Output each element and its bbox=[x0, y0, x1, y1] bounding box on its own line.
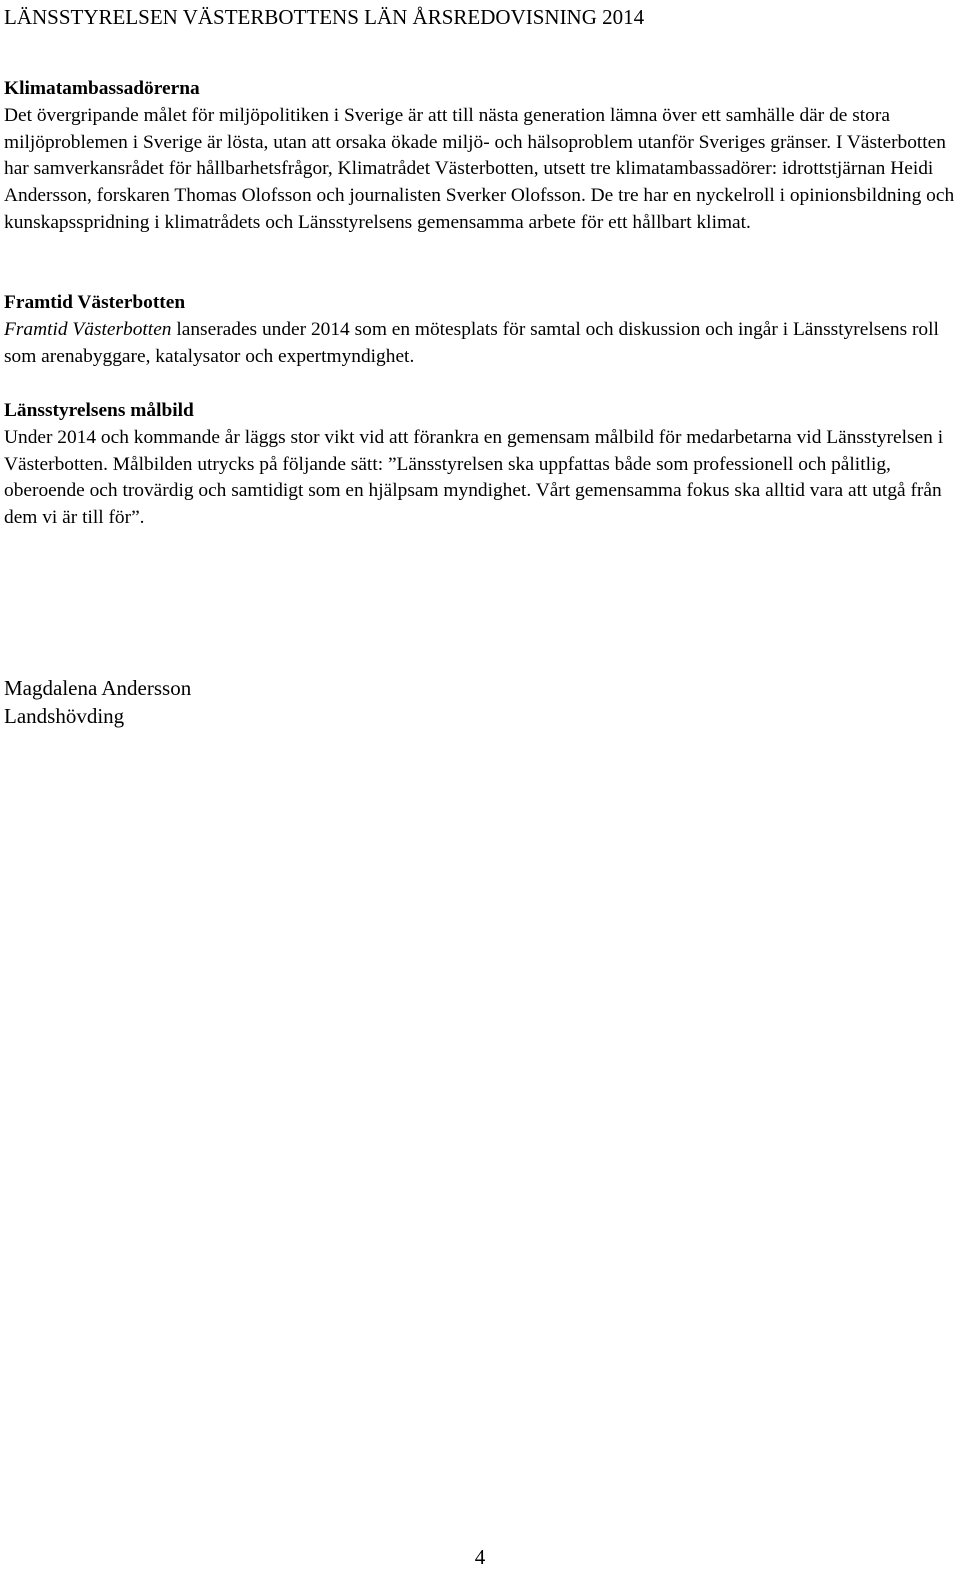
section-heading: Klimatambassadörerna bbox=[4, 78, 200, 99]
section-heading: Länsstyrelsens målbild bbox=[4, 400, 194, 421]
section-klimatambassadorerna bbox=[4, 76, 956, 237]
running-header: LÄNSSTYRELSEN VÄSTERBOTTENS LÄN ÅRSREDOVISNING 2014 bbox=[4, 5, 645, 29]
section-lansstyrelsens-malbild bbox=[4, 398, 956, 532]
italic-title: Framtid Västerbotten bbox=[4, 318, 172, 340]
signature-role: Landshövding bbox=[4, 704, 125, 728]
page-number: 4 bbox=[474, 1545, 486, 1569]
signature-name: Magdalena Andersson bbox=[4, 676, 192, 700]
section-body: Under 2014 och kommande år läggs stor vikt vid att förankra en gemensam målbild för medarbetarna vid Länsstyrelsen i Västerbotten. Målbilden utrycks på följande sätt: ”Länsstyrelsen ska uppfattas både som professionell och pålitlig, oberoende och trovärdig och samtidigt som en hjälpsam myndighet. Vårt gemensamma fokus ska alltid vara att utgå från dem vi är till för”. bbox=[4, 426, 944, 529]
section-body: Det övergripande målet för miljöpolitiken i Sverige är att till nästa generation lämna över ett samhälle där de stora miljöproblemen i Sverige är lösta, utan att orsaka ökade miljö- och hälsoproblem utanför Sveriges gränser. I Västerbotten har samverkansrådet för hållbarhetsfrågor, Klimatrådet Västerbotten, utsett tre klimatambassadörer: idrottstjärnan Heidi Andersson, forskaren Thomas Olofsson och journalisten Sverker Olofsson. De tre har en nyckelroll i opinionsbildning och kunskapsspridning i klimatrådets och Länsstyrelsens gemensamma arbete för ett hållbart klimat. bbox=[4, 104, 955, 233]
section-body-rest: lanserades under 2014 som en mötesplats för samtal och diskussion och ingår i Länsstyrelsens roll som arenabyggare, katalysator och expertmyndighet. bbox=[4, 318, 939, 367]
section-body bbox=[4, 317, 956, 371]
section-framtid-vasterbotten bbox=[4, 290, 956, 370]
signature-block bbox=[4, 674, 191, 730]
section-heading: Framtid Västerbotten bbox=[4, 292, 186, 313]
